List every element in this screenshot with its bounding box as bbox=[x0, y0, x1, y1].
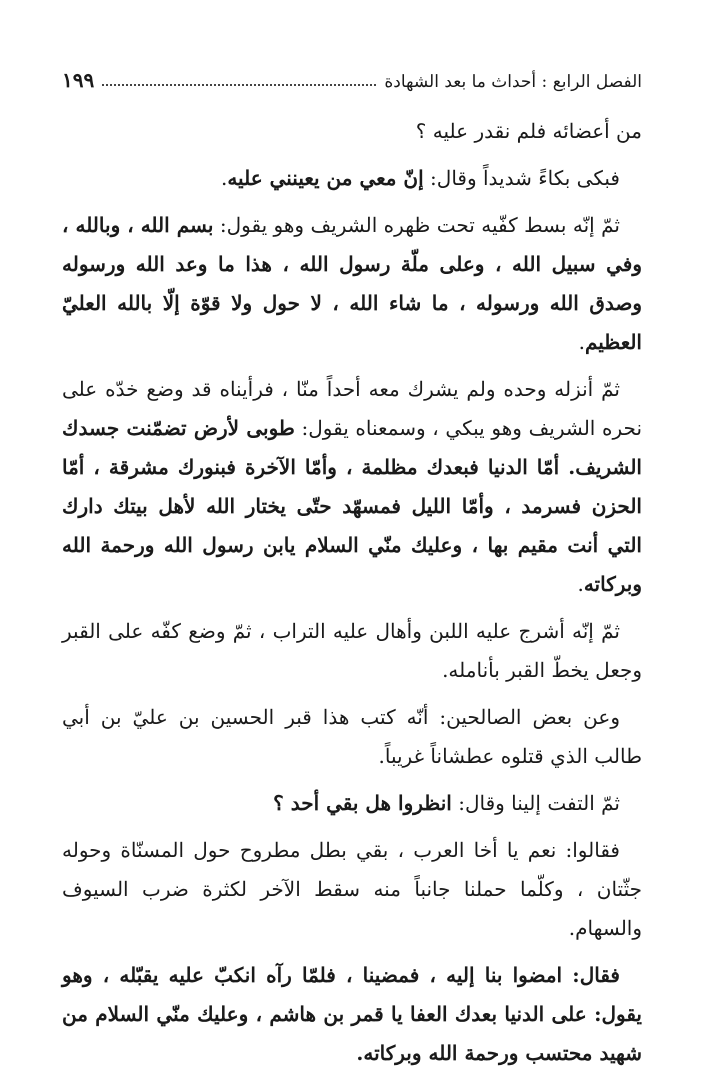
paragraph-p3 bbox=[62, 206, 642, 362]
page-body bbox=[62, 112, 642, 1081]
text-segment: . bbox=[220, 166, 228, 190]
text-segment: وعن بعض الصالحين: أنّه كتب هذا قبر الحسين بن عليّ بن أبي طالب الذي قتلوه عطشاناً غريباً. bbox=[62, 705, 642, 768]
bold-text-segment: إنّ معي من يعينني عليه bbox=[227, 166, 424, 190]
running-header bbox=[62, 52, 642, 92]
paragraph-p6 bbox=[62, 698, 642, 776]
bold-text-segment: بسم الله ، وبالله ، وفي سبيل الله ، وعلى ملّة رسول الله ، هذا ما وعد الله ورسوله وصدق الله ورسوله ، ما شاء الله ، لا حول ولا قوّة إلّا بالله العليّ العظيم bbox=[62, 213, 642, 354]
text-segment: . bbox=[577, 572, 584, 596]
paragraph-p8 bbox=[62, 831, 642, 948]
bold-text-segment: طوبى لأرض تضمّنت جسدك الشريف. أمّا الدنيا فبعدك مظلمة ، وأمّا الآخرة فبنورك مشرقة ، أمّا الحزن فسرمد ، وأمّا الليل فمسهّد حتّى يختار الله لأهل بيتك دارك التي أنت مقيم بها ، وعليك منّي السلام يابن رسول الله ورحمة الله وبركاته bbox=[62, 416, 642, 596]
paragraph-p1 bbox=[62, 112, 642, 151]
text-segment: فبكى بكاءً شديداً وقال: bbox=[423, 166, 620, 190]
bold-text-segment: فقال: امضوا بنا إليه ، فمضينا ، فلمّا رآه انكبّ عليه يقبّله ، وهو يقول: على الدنيا بعدك العفا يا قمر بن هاشم ، وعليك منّي السلام من شهيد محتسب ورحمة الله وبركاته. bbox=[62, 963, 642, 1065]
paragraph-p2 bbox=[62, 159, 642, 198]
paragraph-p4 bbox=[62, 370, 642, 604]
chapter-title: الفصل الرابع : أحداث ما بعد الشهادة bbox=[384, 72, 642, 92]
paragraph-p7 bbox=[62, 784, 642, 823]
text-segment: ثمّ إنّه بسط كفّيه تحت ظهره الشريف وهو يقول: bbox=[213, 213, 620, 237]
text-segment: من أعضائه فلم نقدر عليه ؟ bbox=[415, 119, 642, 143]
paragraph-p9 bbox=[62, 956, 642, 1073]
dot-leader bbox=[102, 84, 376, 86]
text-segment: ثمّ إنّه أشرج عليه اللبن وأهال عليه التراب ، ثمّ وضع كفّه على القبر وجعل يخطّ القبر بأنامله. bbox=[62, 619, 642, 682]
text-segment: ثمّ أنزله وحده ولم يشرك معه أحداً منّا ، فرأيناه قد وضع خدّه على نحره الشريف وهو يبكي ، وسمعناه يقول: bbox=[62, 377, 643, 440]
text-segment: . bbox=[578, 330, 585, 354]
text-segment: فقالوا: نعم يا أخا العرب ، بقي بطل مطروح حول المسنّاة وحوله جثّتان ، وكلّما حملنا جانباً منه سقط الآخر لكثرة ضرب السيوف والسهام. bbox=[62, 838, 642, 940]
paragraph-p5 bbox=[62, 612, 642, 690]
bold-text-segment: انظروا هل بقي أحد ؟ bbox=[273, 791, 452, 815]
text-segment: ثمّ التفت إلينا وقال: bbox=[451, 791, 620, 815]
page-number: ١٩٩ bbox=[62, 68, 95, 92]
